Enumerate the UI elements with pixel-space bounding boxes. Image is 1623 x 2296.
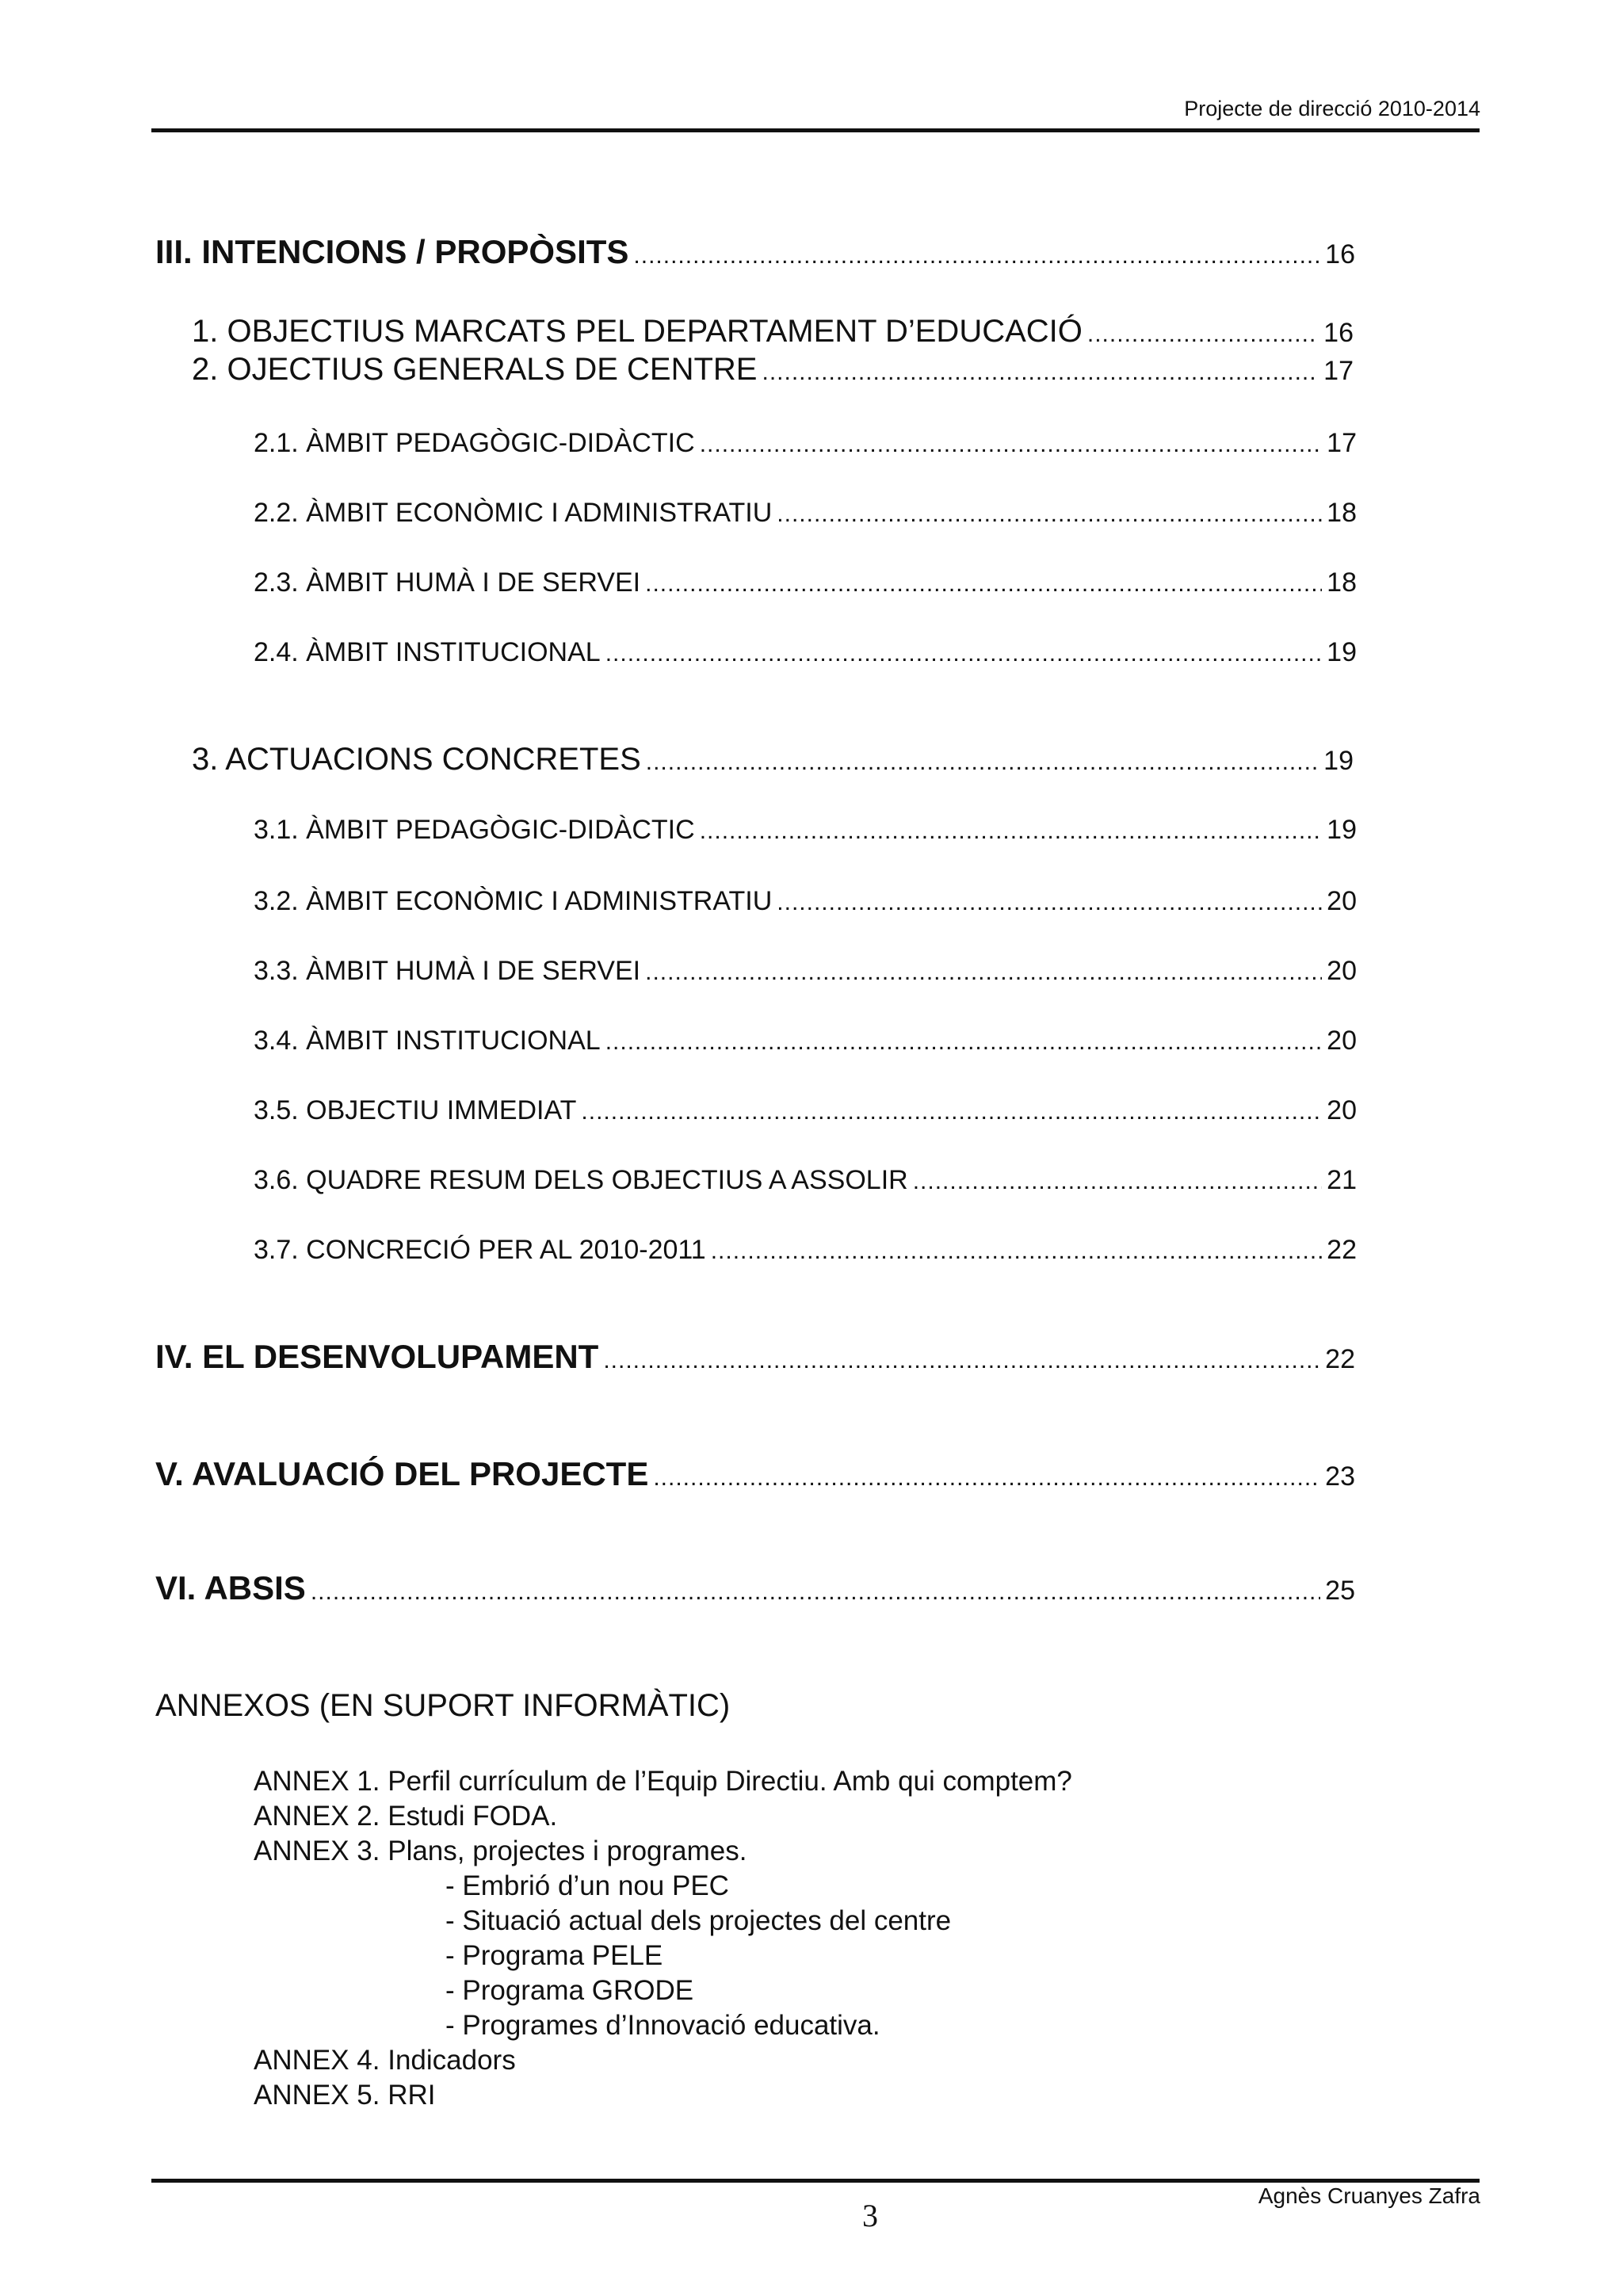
toc-page-number: 17: [1327, 428, 1357, 458]
toc-leader: [646, 749, 1319, 776]
annex-item: ANNEX 4. Indicadors: [254, 2045, 516, 2076]
toc-entry-2-2[interactable]: 2.2. ÀMBIT ECONÒMIC I ADMINISTRATIU ..... 18: [254, 498, 1357, 529]
toc-entry-2-4[interactable]: 2.4. ÀMBIT INSTITUCIONAL ..... 19: [254, 637, 1357, 668]
toc-leader: [633, 243, 1320, 269]
toc-page-number: 19: [1327, 815, 1357, 845]
annex-item: ANNEX 5. RRI: [254, 2080, 436, 2111]
toc-leader: [645, 959, 1322, 986]
toc-leader: [777, 889, 1322, 916]
toc-leader: [605, 640, 1322, 667]
page-number: 3: [862, 2198, 878, 2233]
toc-page-number: 16: [1323, 318, 1354, 348]
toc-leader: [762, 359, 1319, 386]
toc-leader: [777, 501, 1322, 528]
header-rule: [151, 128, 1480, 132]
toc-entry-objectius-generals[interactable]: 2. OJECTIUS GENERALS DE CENTRE ..... 17: [192, 352, 1354, 388]
toc-page-number: 19: [1323, 746, 1354, 776]
header-title: Projecte de direcció 2010-2014: [1184, 97, 1480, 120]
toc-leader: [311, 1579, 1320, 1606]
toc-entry-3-6[interactable]: 3.6. QUADRE RESUM DELS OBJECTIUS A ASSOLIR ..... 21: [254, 1165, 1357, 1196]
toc-page-number: 21: [1327, 1165, 1357, 1195]
toc-entry-2-3[interactable]: 2.3. ÀMBIT HUMÀ I DE SERVEI ..... 18: [254, 567, 1357, 598]
toc-entry-3-4[interactable]: 3.4. ÀMBIT INSTITUCIONAL ..... 20: [254, 1026, 1357, 1056]
annex-item: ANNEX 2. Estudi FODA.: [254, 1801, 558, 1832]
toc-leader: [605, 1029, 1322, 1056]
footer-rule: [151, 2179, 1480, 2183]
toc-page-number: 18: [1327, 498, 1357, 528]
toc-entry-3-5[interactable]: 3.5. OBJECTIU IMMEDIAT ..... 20: [254, 1095, 1357, 1126]
annex-item: ANNEX 3. Plans, projectes i programes.: [254, 1836, 747, 1866]
toc-entry-actuacions[interactable]: 3. ACTUACIONS CONCRETES ..... 19: [192, 742, 1354, 777]
toc-page-number: 16: [1325, 239, 1355, 269]
toc-entry-absis[interactable]: VI. ABSIS ..... 25: [155, 1569, 1355, 1607]
toc-page-number: 20: [1327, 886, 1357, 916]
toc-entry-2-1[interactable]: 2.1. ÀMBIT PEDAGÒGIC-DIDÀCTIC ..... 17: [254, 428, 1357, 459]
toc-entry-desenvolupament[interactable]: IV. EL DESENVOLUPAMENT ..... 22: [155, 1338, 1355, 1376]
toc-leader: [581, 1098, 1322, 1125]
toc-entry-objectius-departament[interactable]: 1. OBJECTIUS MARCATS PEL DEPARTAMENT D’EDUCACIÓ ..... 16: [192, 314, 1354, 350]
toc-leader: [700, 818, 1322, 845]
toc-page-number: 22: [1325, 1344, 1355, 1374]
toc-page-number: 17: [1323, 356, 1354, 386]
toc-page-number: 20: [1327, 1095, 1357, 1125]
toc-page-number: 25: [1325, 1576, 1355, 1606]
annex-subitem: - Programa GRODE: [445, 1975, 694, 2006]
toc-entry-3-2[interactable]: 3.2. ÀMBIT ECONÒMIC I ADMINISTRATIU ..... 20: [254, 886, 1357, 917]
toc-page-number: 20: [1327, 1026, 1357, 1056]
annex-subitem: - Situació actual dels projectes del centre: [445, 1905, 952, 1936]
annexes-title: ANNEXOS (EN SUPORT INFORMÀTIC): [155, 1688, 731, 1723]
toc-entry-avaluacio[interactable]: V. AVALUACIÓ DEL PROJECTE ..... 23: [155, 1455, 1355, 1493]
toc-page-number: 19: [1327, 637, 1357, 667]
toc-entry-3-7[interactable]: 3.7. CONCRECIÓ PER AL 2010-2011 ..... 22: [254, 1235, 1357, 1266]
toc-leader: [603, 1347, 1320, 1374]
toc-leader: [711, 1238, 1322, 1265]
toc-leader: [653, 1465, 1320, 1492]
footer-author: Agnès Cruanyes Zafra: [1258, 2183, 1480, 2208]
toc-leader: [700, 431, 1322, 458]
toc-entry-3-3[interactable]: 3.3. ÀMBIT HUMÀ I DE SERVEI ..... 20: [254, 956, 1357, 987]
toc-page-number: 22: [1327, 1235, 1357, 1265]
toc-page-number: 23: [1325, 1461, 1355, 1492]
toc-entry-3-1[interactable]: 3.1. ÀMBIT PEDAGÒGIC-DIDÀCTIC ..... 19: [254, 815, 1357, 846]
toc-leader: [1087, 321, 1319, 348]
toc-entry-intencions[interactable]: III. INTENCIONS / PROPÒSITS ..... 16: [155, 233, 1355, 271]
annex-subitem: - Programa PELE: [445, 1940, 663, 1971]
annex-item: ANNEX 1. Perfil currículum de l’Equip Directiu. Amb qui comptem?: [254, 1766, 1072, 1797]
toc-leader: [913, 1168, 1322, 1195]
toc-page-number: 20: [1327, 956, 1357, 986]
annex-subitem: - Programes d’Innovació educativa.: [445, 2010, 880, 2041]
annex-subitem: - Embrió d’un nou PEC: [445, 1870, 729, 1901]
toc-page-number: 18: [1327, 567, 1357, 598]
toc-leader: [645, 571, 1322, 598]
